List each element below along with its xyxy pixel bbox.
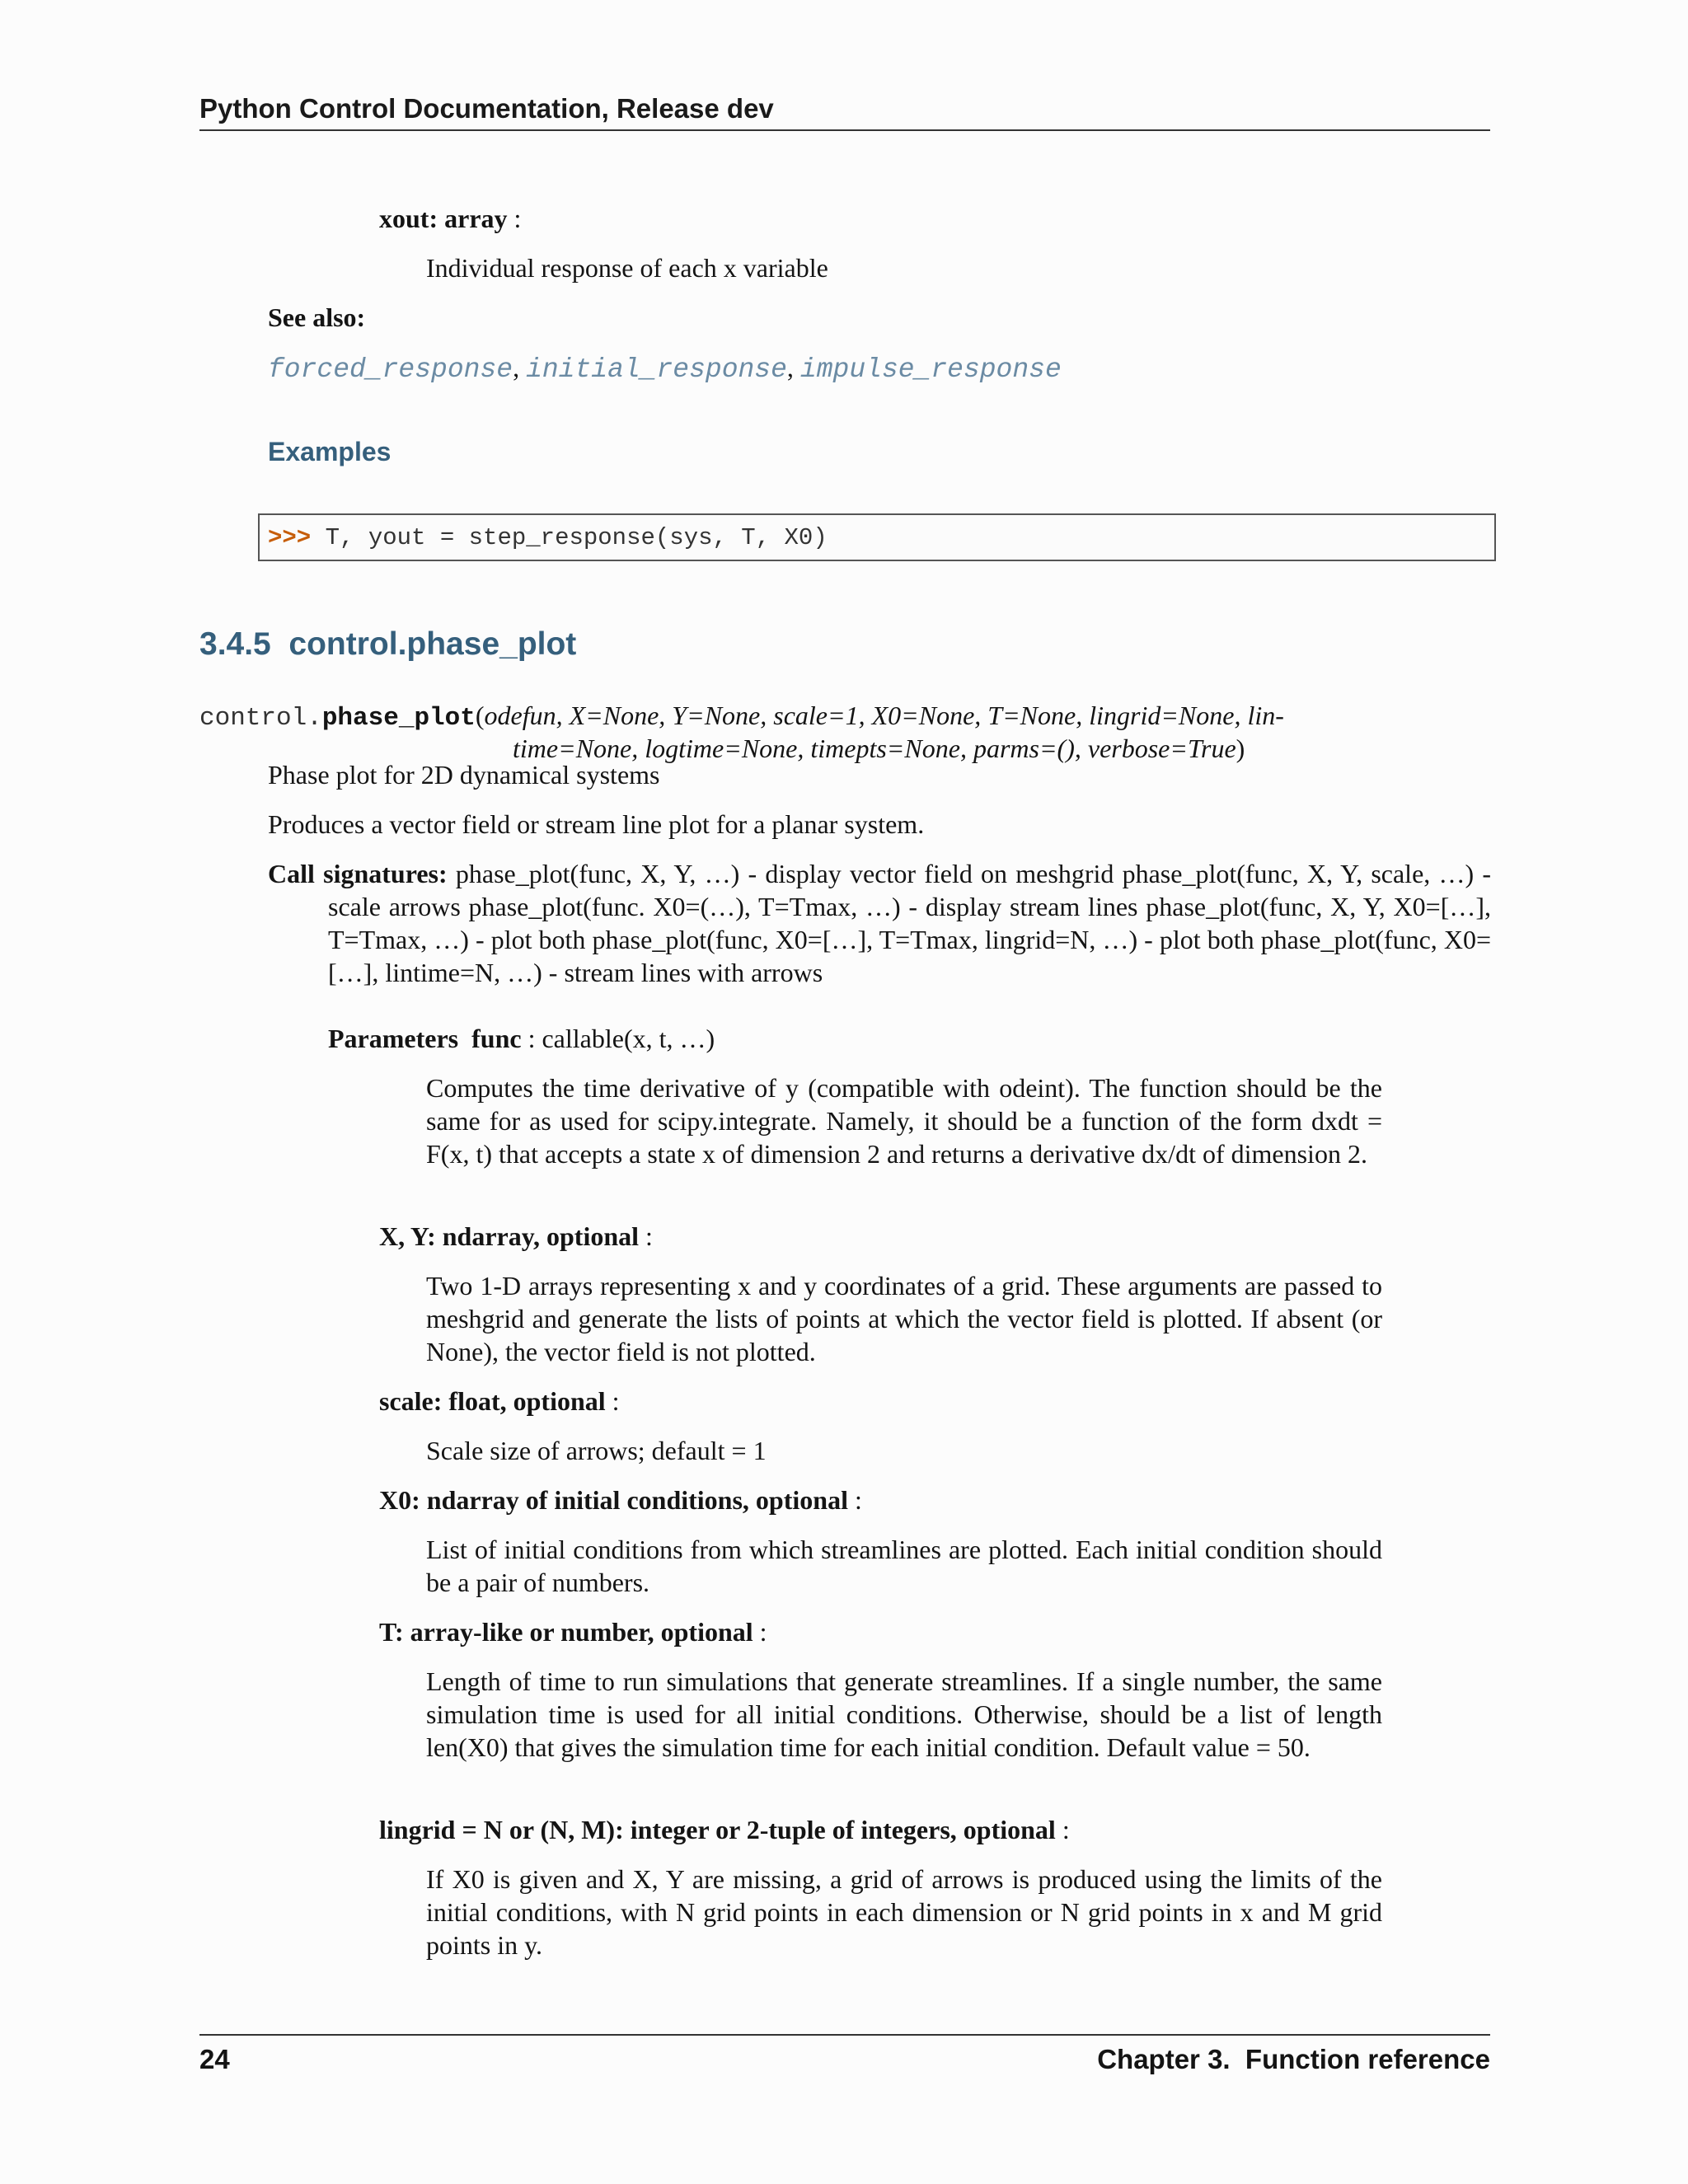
chapter-label: Chapter 3. Function reference [1097, 2044, 1490, 2074]
see-also-links [268, 351, 1062, 387]
link-impulse-response[interactable]: impulse_response [799, 354, 1062, 385]
param-name-x0: X0: ndarray of initial conditions, optional [379, 1485, 848, 1515]
description-summary: Phase plot for 2D dynamical systems [268, 760, 660, 790]
call-signatures-label: Call signatures: [268, 859, 448, 888]
parameters-label: Parameters [328, 1024, 459, 1053]
code-text: T, yout = step_response(sys, T, X0) [311, 524, 828, 551]
return-xout-desc: Individual response of each x variable [426, 253, 828, 283]
param-name-t: T: array-like or number, optional [379, 1617, 753, 1647]
param-desc-t: Length of time to run simulations that generate streamlines. If a single number, the same simulation time is used for all initial conditions. Otherwise, should be a list of length len(X0) that gives the simulation time for each initial condition. Default value = 50. [426, 1666, 1382, 1762]
param-desc-scale: Scale size of arrows; default = 1 [426, 1436, 767, 1465]
link-forced-response[interactable]: forced_response [268, 354, 513, 385]
examples-heading: Examples [268, 437, 392, 466]
return-xout-line [379, 202, 521, 235]
param-type-t: : [753, 1617, 767, 1647]
return-xout-name: xout: array [379, 204, 508, 233]
parameters-row [328, 1022, 715, 1055]
footer-rule [199, 2034, 1490, 2036]
param-name-func: func [471, 1024, 522, 1053]
function-signature [199, 701, 1284, 733]
description-detail: Produces a vector field or stream line plot for a planar system. [268, 809, 925, 839]
example-code-block [258, 513, 1496, 561]
call-signatures-text: phase_plot(func, X, Y, …) - display vector field on meshgrid phase_plot(func, X, Y, scale, …) - scale arrows phase_plot(func. X0=(…), T=Tmax, …) - display stream lines phase_plot(func, X, Y, X0=[…], T=Tmax, …) - plot both phase_plot(func, X0=[…], T=Tmax, lingrid=N, …) - plot both phase_plot(func, X0=[…], lintime=N, …) - stream lines with arrows [328, 859, 1492, 987]
running-header: Python Control Documentation, Release dev [199, 93, 774, 124]
signature-open-paren: ( [475, 701, 485, 730]
call-signatures [268, 857, 1491, 989]
param-type-x0: : [847, 1485, 862, 1515]
param-type-xy: : [639, 1221, 653, 1251]
param-type-lingrid: : [1055, 1815, 1070, 1844]
param-name-xy: X, Y: ndarray, optional [379, 1221, 640, 1251]
param-name-lingrid: lingrid = N or (N, M): integer or 2-tuple of integers, optional [379, 1815, 1056, 1844]
return-xout-sep: : [507, 204, 522, 233]
page-number: 24 [199, 2044, 230, 2074]
param-lingrid [379, 1813, 1070, 1846]
section-title: control.phase_plot [288, 626, 577, 662]
param-type-func: : callable(x, t, …) [521, 1024, 715, 1053]
param-x0 [379, 1483, 862, 1516]
signature-name: phase_plot [321, 704, 476, 733]
example-code-line [268, 524, 828, 551]
code-prompt: >>> [268, 524, 312, 551]
param-desc-func: Computes the time derivative of y (compatible with odeint). The function should be the same for as used for scipy.integrate. Namely, it should be a function of the form dxdt = F(x, t) that accepts a state x of dimension 2 and returns a derivative dx/dt of dimension 2. [426, 1073, 1382, 1169]
param-xy [379, 1220, 653, 1253]
signature-close-paren: ) [1236, 733, 1245, 763]
section-heading [199, 626, 576, 663]
see-also-sep: , [786, 353, 800, 382]
param-type-scale: : [605, 1386, 620, 1416]
param-desc-x0: List of initial conditions from which streamlines are plotted. Each initial condition should be a pair of numbers. [426, 1535, 1382, 1597]
link-initial-response[interactable]: initial_response [526, 354, 787, 385]
param-desc-xy: Two 1-D arrays representing x and y coordinates of a grid. These arguments are passed to meshgrid and generate the lists of points at which the vector field is plotted. If absent (or None), the vector field is not plotted. [426, 1271, 1382, 1366]
param-scale [379, 1385, 620, 1418]
signature-params-line1: odefun, X=None, Y=None, scale=1, X0=None, T=None, lingrid=None, lin- [484, 701, 1284, 730]
signature-module: control. [199, 704, 322, 733]
section-number: 3.4.5 [199, 626, 271, 662]
see-also-sep: , [513, 353, 527, 382]
see-also-label: See also: [268, 302, 366, 332]
header-rule [199, 129, 1490, 131]
signature-params-line2: time=None, logtime=None, timepts=None, parms=(), verbose=True [513, 733, 1236, 763]
param-name-scale: scale: float, optional [379, 1386, 606, 1416]
param-t [379, 1615, 767, 1648]
param-desc-lingrid: If X0 is given and X, Y are missing, a grid of arrows is produced using the limits of the initial conditions, with N grid points in each dimension or N grid points in x and M grid points in y. [426, 1864, 1382, 1960]
